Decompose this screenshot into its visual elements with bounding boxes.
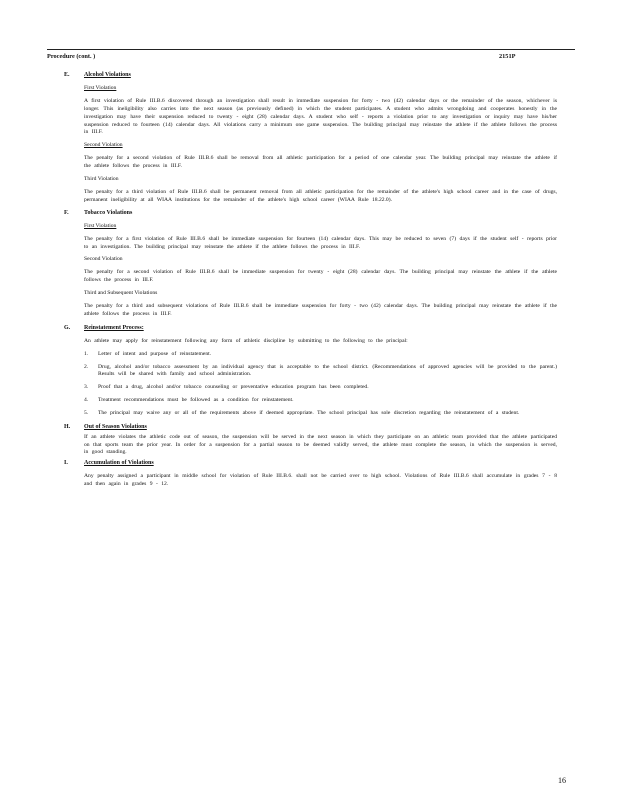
section-letter: H. — [64, 423, 71, 430]
list-item-text: Treatment recommendations must be followed as a condition for reinstatement. — [98, 397, 294, 404]
header-procedure-label: Procedure (cont. ) — [47, 53, 96, 60]
reinstatement-requirements-list — [84, 351, 557, 418]
paragraph-out-of-season: If an athlete violates the athletic code out of season, the suspension will be served in the next season in which they participate on an athletic team provided that the athlete participated on that sports team the prior year. In order for a suspension for a partial season to be deemed validly served, the athlete must complete the season, in which the suspension is served, in good standing. — [84, 433, 557, 456]
header-rule — [47, 49, 575, 50]
section-letter: E. — [64, 72, 70, 78]
list-item-text: Proof that a drug, alcohol and/or tobacco counseling or preventative education program has been completed. — [98, 384, 369, 391]
document-body — [0, 72, 618, 489]
paragraph-alcohol-third: The penalty for a third violation of Rule III.B.6 shall be permanent removal from all athletic participation for the remainder of the athlete's high school career and in the case of drugs, permanent ineligibility at all WIAA institutions for the remainder of the athlete's high school career (WIAA Rule 18.22.0). — [84, 188, 557, 203]
section-accumulation-of-violations — [64, 460, 557, 489]
list-item-number: 2. — [84, 363, 89, 370]
list-item-number: 5. — [84, 410, 89, 417]
section-letter: F. — [64, 209, 69, 216]
list-item — [84, 397, 557, 405]
paragraph-alcohol-first: A first violation of Rule III.B.6 discovered through an investigation shall result in immediate suspension for forty - two (42) calendar days or the remainder of the season, whichever is longer. This ineligibility also carries into the next season (as previously defined) in which the student participates. A student who admits wrongdoing and cooperates honestly in the investigation may have their suspension reduced to twenty - eight (28) calendar days. A student who self - reports a violation prior to any investigation or inquiry may have his/her suspension reduced to fourteen (14) calendar days. All violations carry a minimum one game suspension. The building principal may reinstate the athlete if the athlete follows the process in III.F. — [84, 97, 557, 136]
section-title: Out of Season Violations — [84, 423, 147, 430]
list-item — [84, 364, 557, 380]
section-reinstatement-process — [64, 325, 557, 418]
paragraph-alcohol-second: The penalty for a second violation of Rule III.B.6 shall be removal from all athletic participation for a period of one calendar year. The building principal may reinstate the athlete if the athlete follows the process in III.F. — [84, 155, 557, 170]
section-title: Tobacco Violations — [84, 209, 133, 216]
paragraph-tobacco-second: The penalty for a second violation of Rule III.B.6 shall be immediate suspension for twenty - eight (28) calendar days. The building principal may reinstate the athlete if the athlete follows the process in III.F. — [84, 269, 557, 284]
section-out-of-season-violations — [64, 424, 557, 458]
paragraph-tobacco-first: The penalty for a first violation of Rule III.B.6 shall be immediate suspension for fourteen (14) calendar days. This may be reduced to seven (7) days if the student self - reports prior to an investigation. The building principal may reinstate the athlete if the athlete follows the process in III.F. — [84, 235, 557, 250]
header-policy-number: 2151P — [499, 53, 516, 60]
subheading-first-violation: First Violation — [84, 84, 117, 91]
section-tobacco-violations — [64, 210, 557, 319]
paragraph-accumulation: Any penalty assigned a participant in middle school for violation of Rule III.B.6. shall not be carried over to high school. Violations of Rule III.B.6 shall accumulate in grades 7 - 8 and then again in grades 9 - 12. — [84, 473, 557, 488]
paragraph-reinstatement-intro: An athlete may apply for reinstatement following any form of athletic discipline by submitting to the following to the principal: — [84, 337, 408, 344]
list-item-text: Letter of intent and purpose of reinstatement. — [98, 350, 212, 357]
section-title: Alcohol Violations — [84, 72, 131, 78]
page-number: 16 — [558, 776, 566, 785]
list-item-text: Drug, alcohol and/or tobacco assessment by an individual agency that is acceptable to the school district. (Recommendations of approved agencies will be provided to the parent.) Results will be shared with family and school administration. — [98, 363, 557, 378]
list-item-number: 1. — [84, 350, 89, 357]
subheading-third-violation: Third and Subsequent Violations — [84, 290, 158, 297]
list-item — [84, 351, 557, 359]
section-alcohol-violations — [64, 72, 557, 205]
subheading-second-violation: Second Violation — [84, 142, 123, 149]
section-letter: G. — [64, 324, 71, 331]
list-item — [84, 410, 557, 418]
subheading-second-violation: Second Violation — [84, 256, 123, 263]
list-item-text: The principal may waive any or all of the requirements above if deemed appropriate. The school principal has sole discretion regarding the reinstatement of a student. — [98, 410, 520, 417]
section-letter: I. — [64, 460, 68, 467]
list-item-number: 4. — [84, 397, 89, 404]
section-title: Reinstatement Process: — [84, 324, 144, 331]
subheading-first-violation: First Violation — [84, 222, 117, 229]
list-item-number: 3. — [84, 384, 89, 391]
subheading-third-violation: Third Violation — [84, 176, 119, 183]
list-item — [84, 384, 557, 392]
paragraph-tobacco-third: The penalty for a third and subsequent violations of Rule III.B.6 shall be immediate suspension for forty - two (42) calendar days. The building principal may reinstate the athlete if the athlete follows the process in III.F. — [84, 303, 557, 317]
section-title: Accumulation of Violations — [84, 460, 154, 467]
